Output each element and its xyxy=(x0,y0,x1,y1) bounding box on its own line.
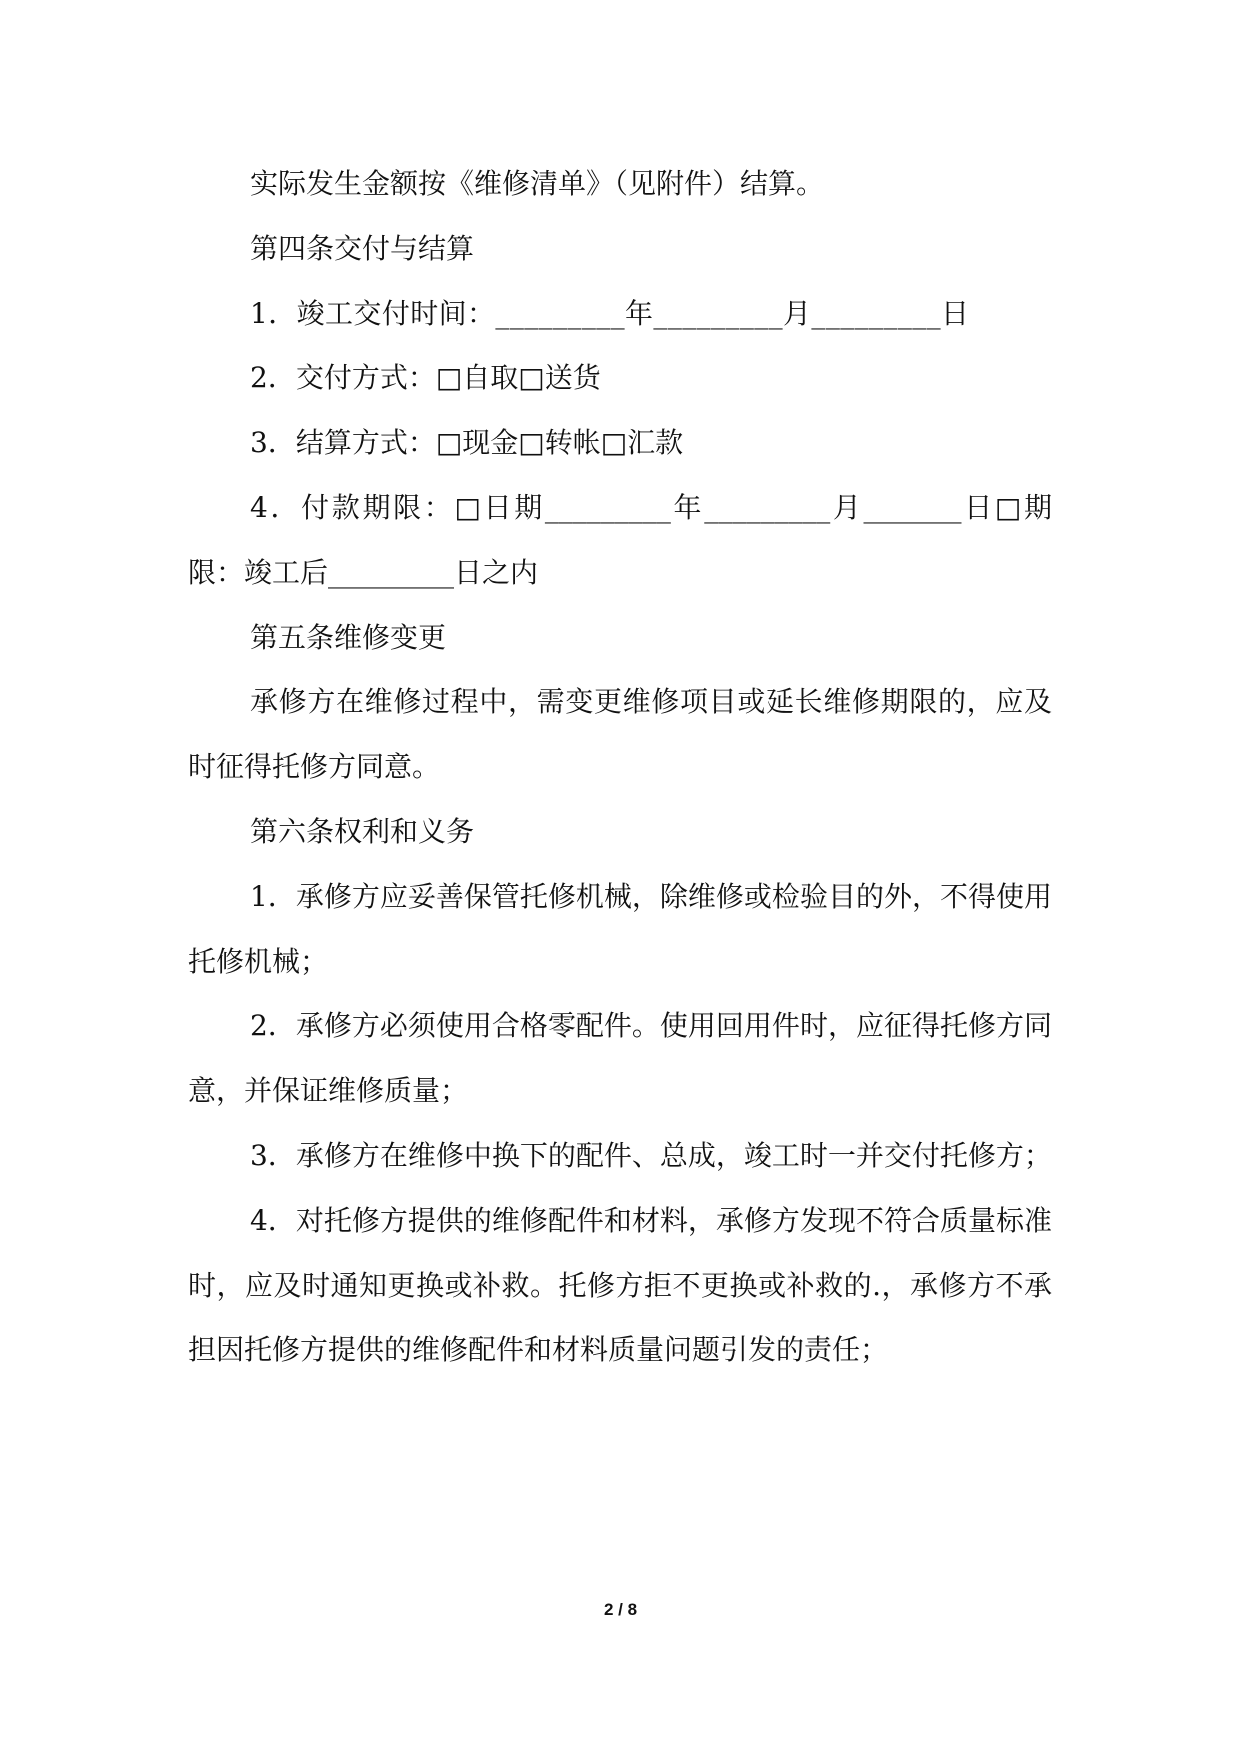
paragraph-obligation-1: 1．承修方应妥善保管托修机械，除维修或检验目的外，不得使用托修机械； xyxy=(188,879,1052,978)
heading-article-6: 第六条权利和义务 xyxy=(250,814,475,848)
heading-article-5: 第五条维修变更 xyxy=(250,620,447,654)
page-number: 2 / 8 xyxy=(603,1600,638,1619)
paragraph-settlement-method: 3．结算方式：□现金□转帐□汇款 xyxy=(250,426,684,460)
document-body xyxy=(188,152,1052,1383)
paragraph-payment-term: 4．付款期限：□日期_________年_________月_______日□期限：竣工后_________日之内 xyxy=(188,490,1052,589)
paragraph-obligation-2: 2．承修方必须使用合格零配件。使用回用件时，应征得托修方同意，并保证维修质量； xyxy=(188,1009,1052,1108)
heading-article-4: 第四条交付与结算 xyxy=(250,231,475,265)
paragraph-settlement-amount: 实际发生金额按《维修清单》（见附件）结算。 xyxy=(250,167,825,200)
paragraph-obligation-4: 4．对托修方提供的维修配件和材料，承修方发现不符合质量标准时，应及时通知更换或补救。托修方拒不更换或补救的.，承修方不承担因托修方提供的维修配件和材料质量问题引发的责任； xyxy=(188,1203,1052,1367)
paragraph-delivery-method: 2．交付方式：□自取□送货 xyxy=(250,361,601,395)
paragraph-completion-time: 1．竣工交付时间：_________年_________月_________日 xyxy=(250,296,970,330)
paragraph-repair-change: 承修方在维修过程中，需变更维修项目或延长维修期限的，应及时征得托修方同意。 xyxy=(188,685,1052,784)
paragraph-obligation-3: 3．承修方在维修中换下的配件、总成，竣工时一并交付托修方； xyxy=(250,1138,1052,1172)
